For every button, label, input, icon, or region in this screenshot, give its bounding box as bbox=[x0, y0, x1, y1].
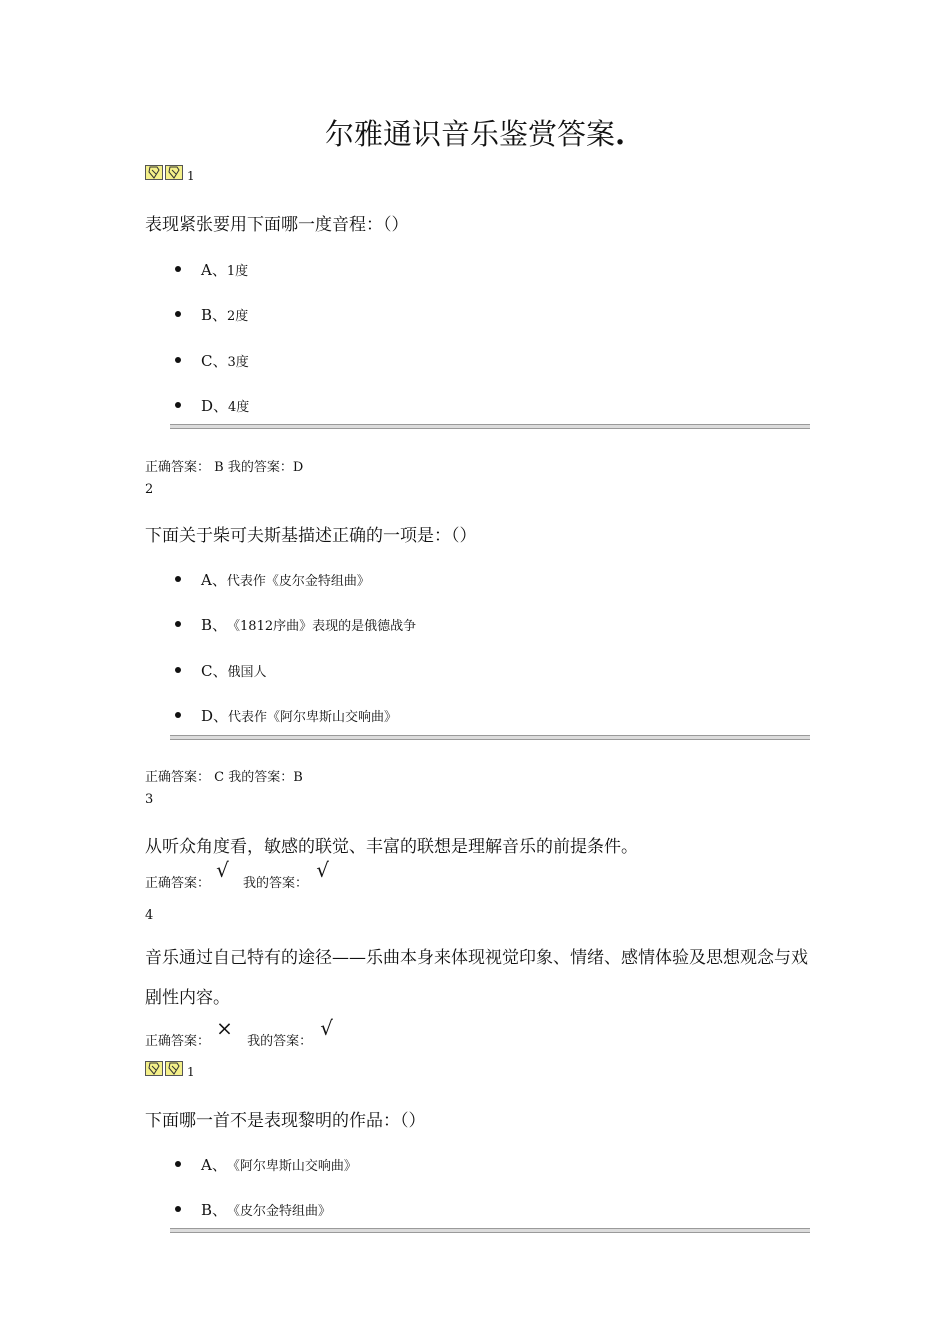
bullet-icon bbox=[175, 712, 181, 718]
bullet-icon bbox=[175, 1206, 181, 1212]
option-text: 3度 bbox=[227, 355, 249, 370]
cross-icon: × bbox=[216, 1016, 233, 1040]
option-letter: A、 bbox=[201, 571, 227, 589]
divider bbox=[170, 424, 810, 429]
question-number: 2 bbox=[145, 482, 154, 497]
correct-answer-label: 正确答案： bbox=[145, 1034, 211, 1049]
option-letter: D、 bbox=[201, 707, 229, 725]
page-title bbox=[0, 112, 950, 153]
correct-answer-label: 正确答案： bbox=[145, 876, 211, 891]
my-answer-label: 我的答案： bbox=[243, 876, 309, 891]
section-header bbox=[145, 1061, 195, 1079]
option-item bbox=[175, 614, 416, 635]
bullet-icon bbox=[175, 311, 181, 317]
option-item bbox=[175, 660, 267, 681]
option-item bbox=[175, 259, 248, 280]
option-item bbox=[175, 1199, 331, 1220]
option-letter: B、 bbox=[201, 1201, 228, 1219]
bullet-icon bbox=[175, 667, 181, 673]
answer-line: 正确答案： B 我的答案：D bbox=[145, 460, 304, 475]
answer-line bbox=[145, 1016, 333, 1049]
question-text: 下面关于柴可夫斯基描述正确的一项是：（） bbox=[145, 526, 477, 546]
check-icon: √ bbox=[216, 858, 229, 882]
option-item bbox=[175, 705, 397, 726]
option-text: 代表作《阿尔卑斯山交响曲》 bbox=[228, 710, 398, 725]
option-text: 2度 bbox=[227, 309, 249, 324]
option-text: 《皮尔金特组曲》 bbox=[227, 1204, 332, 1219]
question-text: 从听众角度看，敏感的联觉、丰富的联想是理解音乐的前提条件。 bbox=[145, 837, 638, 857]
question-number: 4 bbox=[145, 908, 154, 923]
option-letter: C、 bbox=[201, 352, 228, 370]
option-text: 1度 bbox=[226, 264, 249, 279]
option-letter: B、 bbox=[201, 306, 228, 324]
option-text: 《阿尔卑斯山交响曲》 bbox=[226, 1159, 357, 1174]
divider bbox=[170, 1228, 810, 1233]
check-icon: √ bbox=[316, 858, 329, 882]
answer-line: 正确答案： C 我的答案：B bbox=[145, 770, 303, 785]
question-text: 下面哪一首不是表现黎明的作品：（） bbox=[145, 1111, 426, 1131]
option-letter: A、 bbox=[201, 1156, 227, 1174]
section-header bbox=[145, 165, 195, 183]
section-number: 1 bbox=[187, 1065, 195, 1079]
option-text: 4度 bbox=[228, 400, 250, 415]
section-number: 1 bbox=[187, 169, 195, 183]
answer-line bbox=[145, 858, 329, 891]
option-item bbox=[175, 350, 249, 371]
bullet-icon bbox=[175, 1161, 181, 1167]
doc-icon[interactable] bbox=[165, 165, 183, 180]
option-item bbox=[175, 1154, 357, 1175]
option-item bbox=[175, 395, 249, 416]
bullet-icon bbox=[175, 357, 181, 363]
divider bbox=[170, 735, 810, 740]
option-text: 《1812序曲》表现的是俄德战争 bbox=[227, 619, 417, 634]
check-icon: √ bbox=[320, 1016, 333, 1040]
option-text: 代表作《皮尔金特组曲》 bbox=[226, 574, 370, 589]
bullet-icon bbox=[175, 402, 181, 408]
option-letter: B、 bbox=[201, 616, 228, 634]
title-suffix: . bbox=[614, 117, 626, 151]
question-text: 表现紧张要用下面哪一度音程：（） bbox=[145, 215, 409, 235]
bullet-icon bbox=[175, 621, 181, 627]
question-text: 音乐通过自己特有的途径——乐曲本身来体现视觉印象、情绪、感情体验及思想观念与戏剧性内容。 bbox=[145, 948, 808, 1008]
my-answer-label: 我的答案： bbox=[247, 1034, 313, 1049]
bullet-icon bbox=[175, 576, 181, 582]
option-item bbox=[175, 569, 370, 590]
option-letter: D、 bbox=[201, 397, 229, 415]
option-item bbox=[175, 304, 248, 325]
doc-icon[interactable] bbox=[145, 165, 163, 180]
option-letter: C、 bbox=[201, 662, 228, 680]
bullet-icon bbox=[175, 266, 181, 272]
question-number: 3 bbox=[145, 792, 154, 807]
option-letter: A、 bbox=[201, 261, 227, 279]
doc-icon[interactable] bbox=[165, 1061, 183, 1076]
option-text: 俄国人 bbox=[227, 665, 267, 680]
title-text: 尔雅通识音乐鉴赏答案 bbox=[324, 117, 615, 151]
doc-icon[interactable] bbox=[145, 1061, 163, 1076]
